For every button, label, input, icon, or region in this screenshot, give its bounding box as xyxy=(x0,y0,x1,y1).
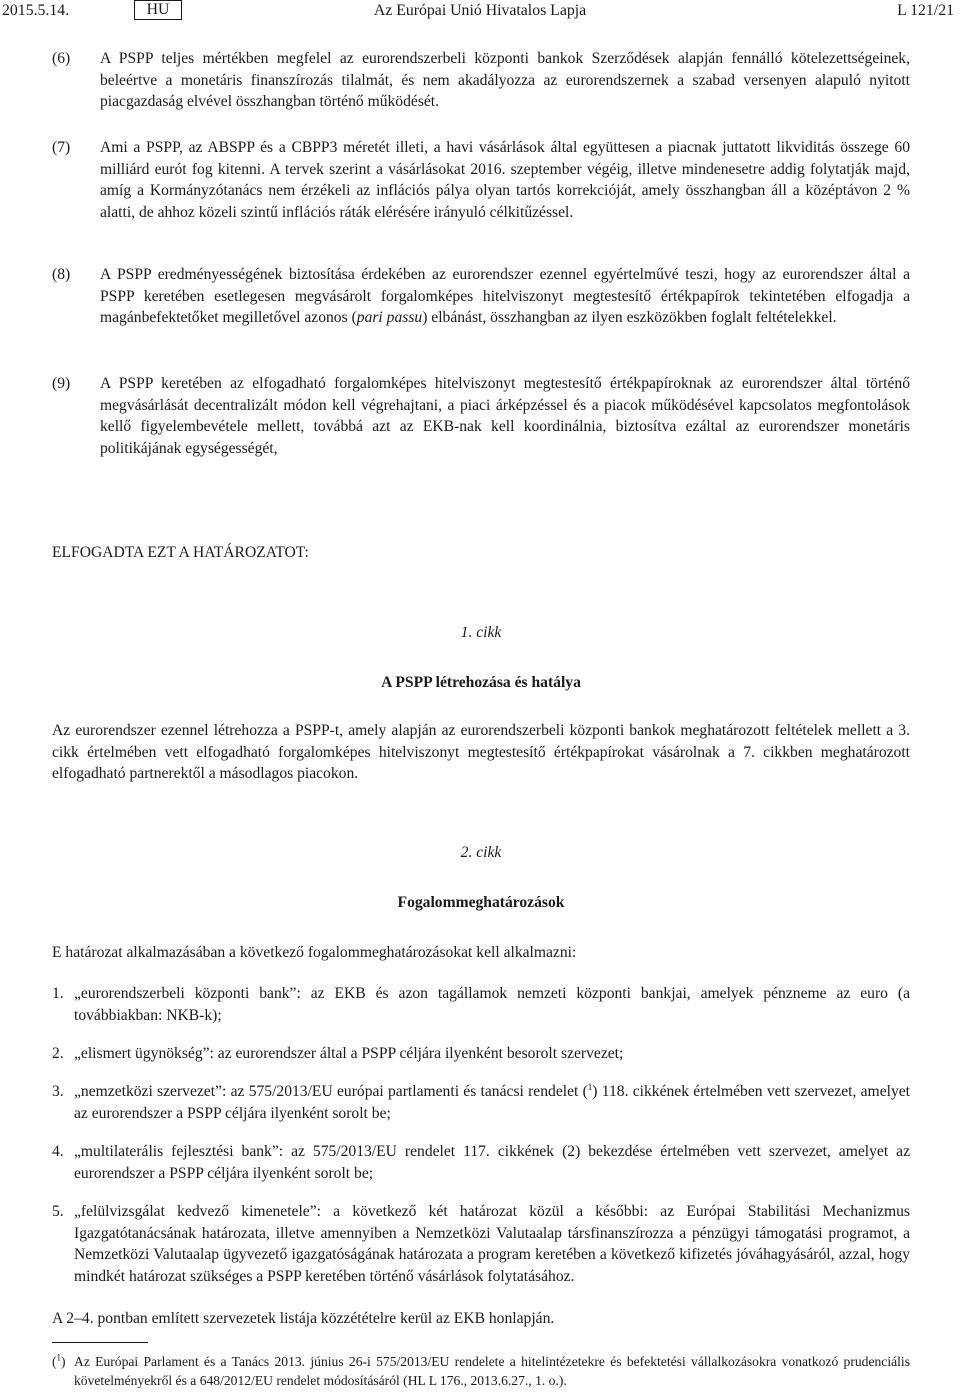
recital-text: Ami a PSPP, az ABSPP és a CBPP3 méretét illeti, a havi vásárlások által együttesen a piacnak juttatott likviditás összege 60 milliárd eurót fog kitenni. A tervek szerint a vásárlásokat 2016. szeptember végéig, illetve mindenesetre addig folytatják majd, amíg a Kormányzótanács nem érzékeli az inflációs pálya olyan tartós korrekcióját, amely összhangban áll a középtávon 2 % alatti, de ahhoz közeli szintű inflációs ráták elérésére irányuló célkitűzéssel. xyxy=(100,139,910,221)
adoption-formula: ELFOGADTA EZT A HATÁROZATOT: xyxy=(52,544,309,561)
journal-title: Az Európai Unió Hivatalos Lapja xyxy=(373,2,587,19)
definition-number: 5. xyxy=(52,1203,64,1220)
definition-item xyxy=(52,1081,910,1124)
language-code: HU xyxy=(134,0,182,20)
definition-item xyxy=(52,1043,910,1065)
definition-item xyxy=(52,1201,910,1287)
definition-text xyxy=(74,1081,910,1124)
footnote-marker: ($^1$) xyxy=(52,1352,66,1369)
footnote-text: Az Európai Parlament és a Tanács 2013. június 26-i 575/2013/EU rendelete a hitelintézetekre és befektetési vállalkozásokra vonatkozó prudenciális követelményekről és a 648/2012/EU rendelet módosításáról (HL L 176., 2013.6.27., 1. o.). xyxy=(74,1354,910,1388)
definition-number: 2. xyxy=(52,1045,64,1062)
definition-text: „multilaterális fejlesztési bank”: az 575/2013/EU rendelet 117. cikkének (2) bekezdése értelmében vett szervezet, amelyet az eurorendszer a PSPP céljára ilyenként sorolt be; xyxy=(74,1143,910,1182)
footnote-divider xyxy=(52,1342,148,1343)
recital-8 xyxy=(52,264,910,329)
recital-text-part: ) elbánást, összhangban az ilyen eszközökben foglalt feltételekkel. xyxy=(422,309,837,326)
recital-6 xyxy=(52,48,910,113)
recital-text-part: A PSPP eredményességének biztosítása érdekében az eurorendszer ezennel egyértelművé teszi, hogy az eurorendszer által a PSPP keretében esetlegesen megvásárolt forgalomképes hitelviszonyt megtestesítő értékpapírok tekintetében elfogadja a magánbefektetőket megilletővel azonos ( xyxy=(100,266,910,326)
definition-text: „elismert ügynökség”: az eurorendszer által a PSPP céljára ilyenként besorolt szervezet; xyxy=(74,1045,624,1062)
footnote-reference[interactable]: 1 xyxy=(587,1081,593,1092)
recital-text: A PSPP teljes mértékben megfelel az eurorendszerbeli központi bankok Szerződések alapján fennálló kötelezettségeinek, beleértve a monetáris finanszírozás tilalmát, és nem akadályozza az eurorendszernek a szabad versenyen alapuló nyitott piacgazdaság elvével összhangban történő működését. xyxy=(100,50,910,110)
page-header xyxy=(0,0,960,24)
pari-passu-term: pari passu xyxy=(356,309,423,326)
article-2-title: Fogalommeghatározások xyxy=(397,894,565,911)
recital-9 xyxy=(52,373,910,459)
page-reference: L 121/21 xyxy=(897,2,954,19)
article-1-text: Az eurorendszer ezennel létrehozza a PSPP-t, amely alapján az eurorendszerbeli központi bankok meghatározott feltételek mellett a 3. cikk értelmében vett elfogadható forgalomképes hitelviszonyt megtestesítő értékpapírokat vásárolnak a 7. cikkben meghatározott elfogadható partnerektől a másodlagos piacokon. xyxy=(52,722,910,782)
article-2-label: 2. cikk xyxy=(460,844,502,861)
definition-number: 1. xyxy=(52,985,64,1002)
definition-text: „felülvizsgálat kedvező kimenetele”: a következő két határozat közül a későbbi: az Európai Stabilitási Mechanizmus Igazgatótanácsának határozata, illetve amennyiben a Nemzetközi Valutaalap társfinanszírozza a pénzügyi támogatási programot, a Nemzetközi Valutaalap ügyvezető igazgatóságának határozata a program keretében a következő kifizetés jóváhagyásáról, azzal, hogy mindkét határozat szükséges a PSPP keretében történő vásárlások folytatásához. xyxy=(74,1203,910,1285)
definition-number: 4. xyxy=(52,1143,64,1160)
publication-date: 2015.5.14. xyxy=(2,2,70,19)
recital-number: (8) xyxy=(52,266,71,283)
recital-number: (7) xyxy=(52,139,71,156)
recital-7 xyxy=(52,137,910,223)
definition-text-part: ) 118. cikkének értelmében vett szervezet, amelyet az eurorendszer a PSPP céljára ilyenként sorolt be; xyxy=(74,1083,910,1122)
recital-text: A PSPP keretében az elfogadható forgalomképes hitelviszonyt megtestesítő értékpapíroknak az eurorendszer által történő megvásárlását decentralizált módon kell végrehajtani, a piaci árképzéssel és a piacok működésével kapcsolatos megfontolások kellő figyelembevétele mellett, továbbá azt az EKB-nak kell koordinálnia, biztosítva ezáltal az eurorendszer monetáris politikájának egységességét, xyxy=(100,375,910,457)
definition-item xyxy=(52,983,910,1026)
article-1-label: 1. cikk xyxy=(460,624,502,641)
definition-text-part: „nemzetközi szervezet”: az 575/2013/EU európai partlamenti és tanácsi rendelet ( xyxy=(74,1083,588,1100)
recital-text xyxy=(100,264,910,329)
article-1-title: A PSPP létrehozása és hatálya xyxy=(381,674,581,691)
footnote-number: 1 xyxy=(56,1352,62,1363)
definition-item xyxy=(52,1141,910,1184)
definition-number: 3. xyxy=(52,1083,64,1100)
definition-text: „eurorendszerbeli központi bank”: az EKB és azon tagállamok nemzeti központi bankjai, amelyek pénzneme az euro (a továbbiakban: NKB-k); xyxy=(74,985,910,1024)
recital-number: (6) xyxy=(52,50,71,67)
article-2-intro: E határozat alkalmazásában a következő fogalommeghatározásokat kell alkalmazni: xyxy=(52,944,577,961)
recital-number: (9) xyxy=(52,375,71,392)
footnote xyxy=(52,1352,910,1390)
article-2-closing: A 2–4. pontban említett szervezetek listája közzétételre kerül az EKB honlapján. xyxy=(52,1310,555,1327)
